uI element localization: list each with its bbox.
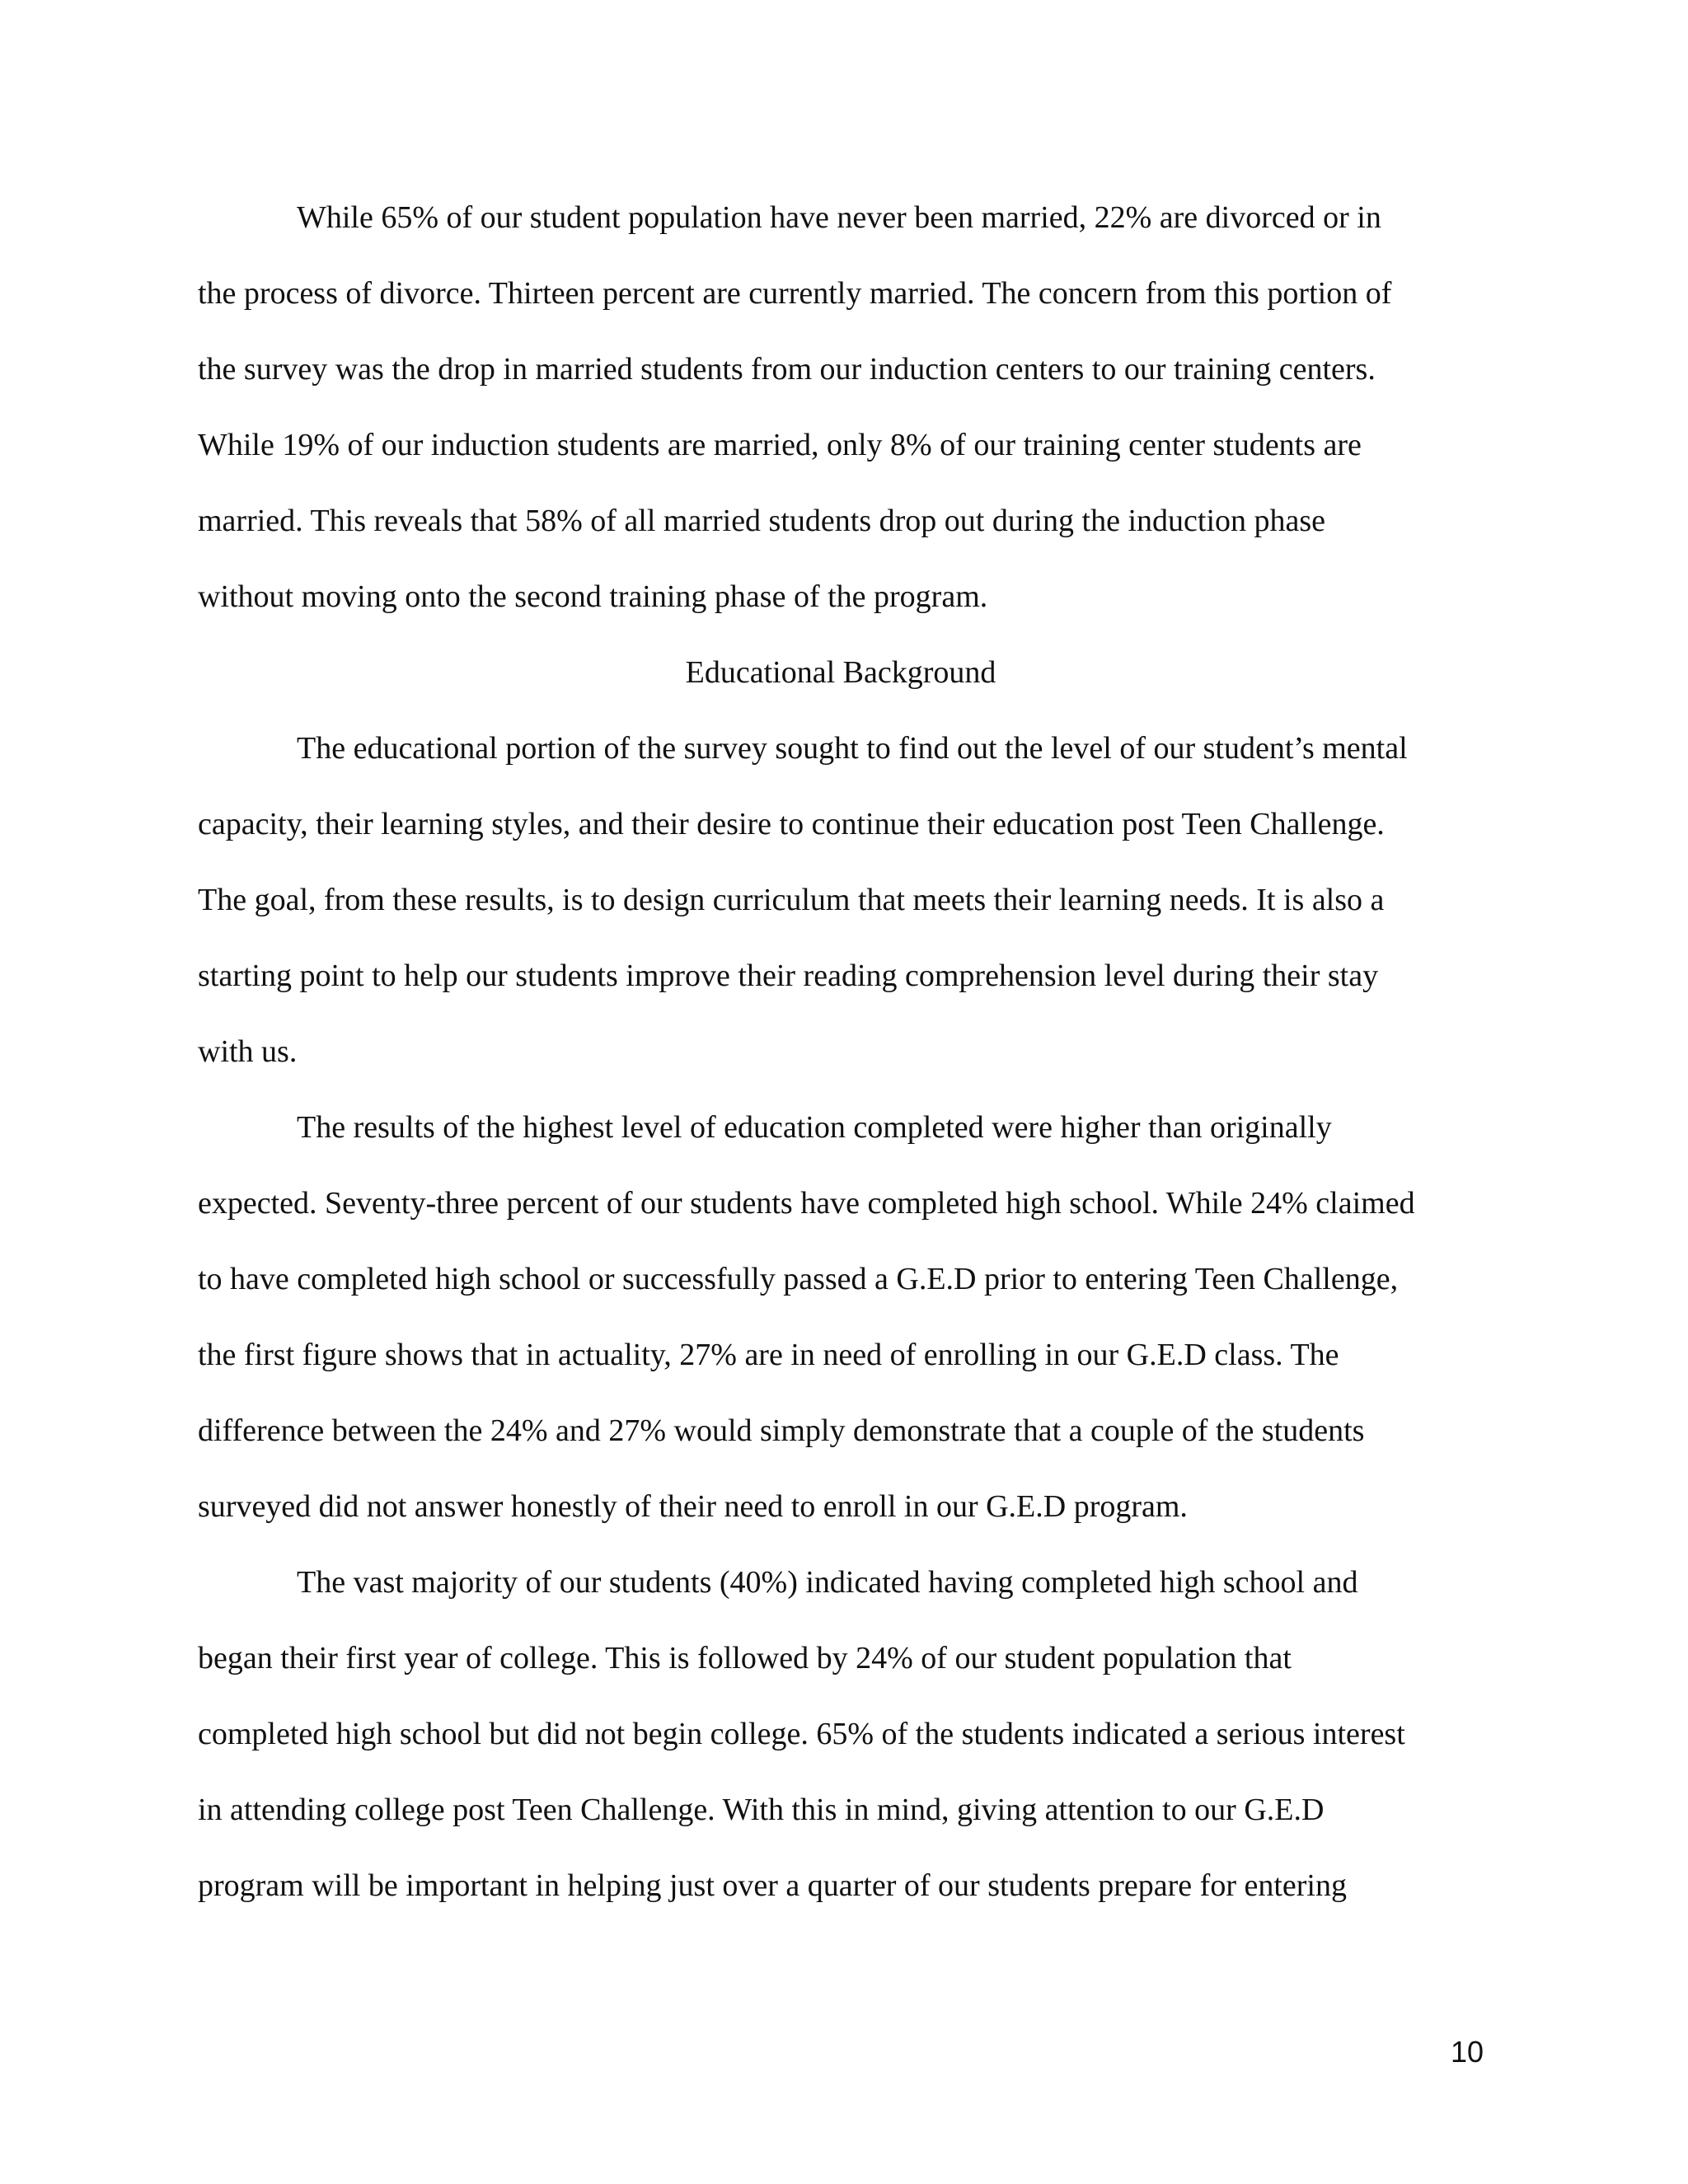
text-line: with us. xyxy=(198,1034,298,1069)
page-number: 10 xyxy=(1451,2035,1484,2069)
text-line: surveyed did not answer honestly of their need to enroll in our G.E.D program. xyxy=(198,1489,1188,1524)
text-line: to have completed high school or successfully passed a G.E.D prior to entering Teen Challenge, xyxy=(198,1262,1399,1296)
text-line: the first figure shows that in actuality, 27% are in need of enrolling in our G.E.D class. The xyxy=(198,1338,1339,1372)
text-line: While 65% of our student population have never been married, 22% are divorced or in xyxy=(297,200,1381,235)
text-line: While 19% of our induction students are married, only 8% of our training center students are xyxy=(198,428,1362,462)
paragraph-education-level xyxy=(198,1103,1484,1558)
text-line: difference between the 24% and 27% would simply demonstrate that a couple of the students xyxy=(198,1413,1365,1448)
text-line: The vast majority of our students (40%) indicated having completed high school and xyxy=(297,1565,1358,1600)
section-heading: Educational Background xyxy=(685,655,996,690)
paragraph-educational-intro xyxy=(198,724,1484,1103)
document-body xyxy=(198,193,1484,1937)
text-line: married. This reveals that 58% of all married students drop out during the induction phase xyxy=(198,504,1326,538)
paragraph-marital-status xyxy=(198,193,1484,648)
text-line: starting point to help our students improve their reading comprehension level during their stay xyxy=(198,958,1379,993)
text-line: completed high school but did not begin college. 65% of the students indicated a serious interest xyxy=(198,1717,1405,1751)
text-line: The educational portion of the survey sought to find out the level of our student’s mental xyxy=(297,731,1408,766)
text-line: the survey was the drop in married students from our induction centers to our training centers. xyxy=(198,352,1376,387)
text-line: in attending college post Teen Challenge. With this in mind, giving attention to our G.E.D xyxy=(198,1793,1325,1827)
text-line: without moving onto the second training phase of the program. xyxy=(198,579,988,614)
paragraph-college-interest xyxy=(198,1558,1484,1937)
text-line: The goal, from these results, is to design curriculum that meets their learning needs. It is also a xyxy=(198,883,1385,917)
text-line: began their first year of college. This is followed by 24% of our student population that xyxy=(198,1641,1292,1675)
text-line: the process of divorce. Thirteen percent are currently married. The concern from this portion of xyxy=(198,276,1392,311)
text-line: The results of the highest level of education completed were higher than originally xyxy=(297,1110,1332,1145)
text-line: program will be important in helping just over a quarter of our students prepare for entering xyxy=(198,1868,1347,1903)
text-line: expected. Seventy-three percent of our students have completed high school. While 24% claimed xyxy=(198,1186,1415,1221)
text-line: capacity, their learning styles, and their desire to continue their education post Teen Challenge. xyxy=(198,807,1385,841)
